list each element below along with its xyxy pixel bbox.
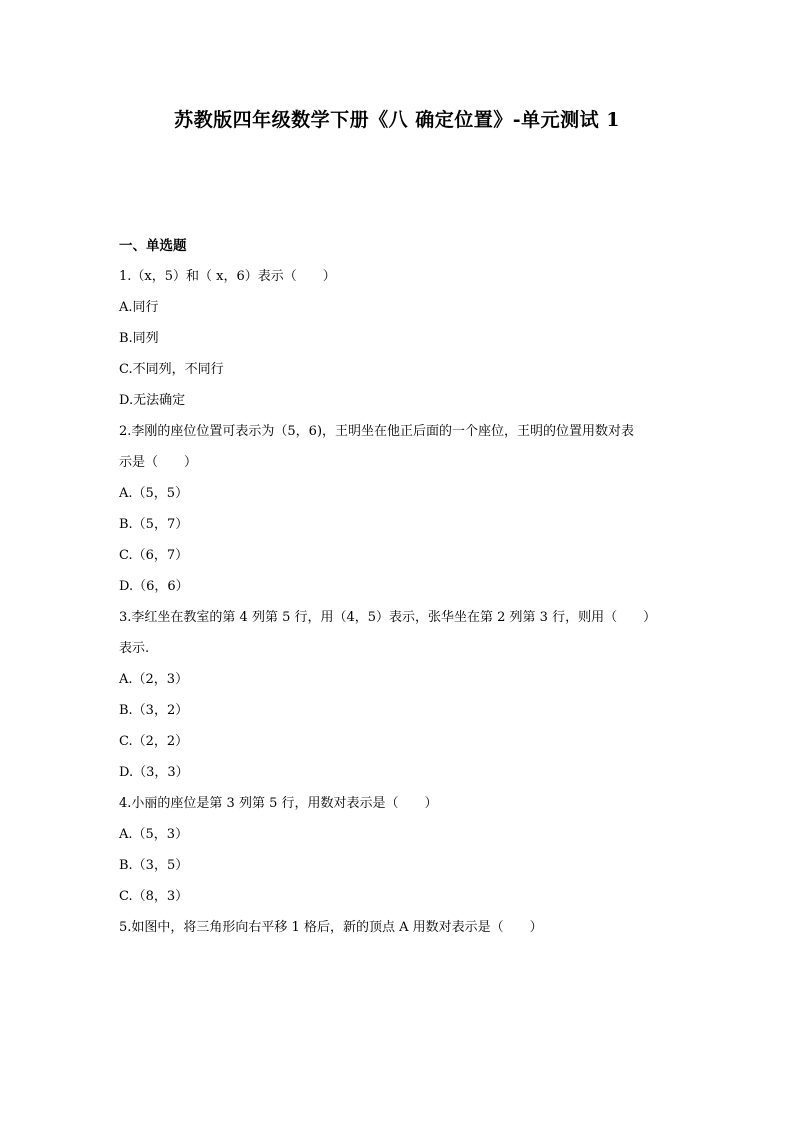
question-2 xyxy=(119,422,689,597)
question-5 xyxy=(119,918,689,938)
question-2-option-d: D.（6，6） xyxy=(119,579,189,594)
question-3-text-line-2: 表示. xyxy=(119,641,150,656)
question-3-option-c: C.（2，2） xyxy=(119,734,189,749)
question-4-option-b: B.（3，5） xyxy=(119,858,189,873)
question-4-option-c: C.（8，3） xyxy=(119,889,189,904)
question-1 xyxy=(119,267,689,411)
question-1-text: 1.（x，5）和（ x，6）表示（ ） xyxy=(119,269,336,284)
question-3-text-line-1: 3.李红坐在教室的第 4 列第 5 行，用（4，5）表示，张华坐在第 2 列第 3 行，则用（ ） xyxy=(119,610,657,625)
question-2-text-line-1: 2.李刚的座位位置可表示为（5，6)，王明坐在他正后面的一个座位，王明的位置用数对表 xyxy=(119,424,635,439)
question-4-text: 4.小丽的座位是第 3 列第 5 行，用数对表示是（ ） xyxy=(119,796,438,811)
question-3-option-b: B.（3，2） xyxy=(119,703,189,718)
question-4-option-a: A.（5，3） xyxy=(119,827,189,842)
question-1-option-c: C.不同列，不同行 xyxy=(119,362,224,377)
section-heading: 一、单选题 xyxy=(119,238,187,254)
question-3 xyxy=(119,608,689,783)
question-2-text-line-2: 示是（ ） xyxy=(119,455,198,470)
question-2-option-b: B.（5，7） xyxy=(119,517,189,532)
question-1-option-d: D.无法确定 xyxy=(119,393,186,408)
question-1-option-b: B.同列 xyxy=(119,331,159,346)
question-5-text: 5.如图中，将三角形向右平移 1 格后，新的顶点 A 用数对表示是（ ） xyxy=(119,920,543,935)
document-title: 苏教版四年级数学下册《八 确定位置》-单元测试 1 xyxy=(174,109,620,131)
question-4 xyxy=(119,794,689,907)
question-1-option-a: A.同行 xyxy=(119,300,159,315)
question-2-option-a: A.（5，5） xyxy=(119,486,189,501)
question-3-option-d: D.（3，3） xyxy=(119,765,189,780)
question-3-option-a: A.（2，3） xyxy=(119,672,189,687)
question-2-option-c: C.（6，7） xyxy=(119,548,189,563)
document-content xyxy=(119,236,689,949)
